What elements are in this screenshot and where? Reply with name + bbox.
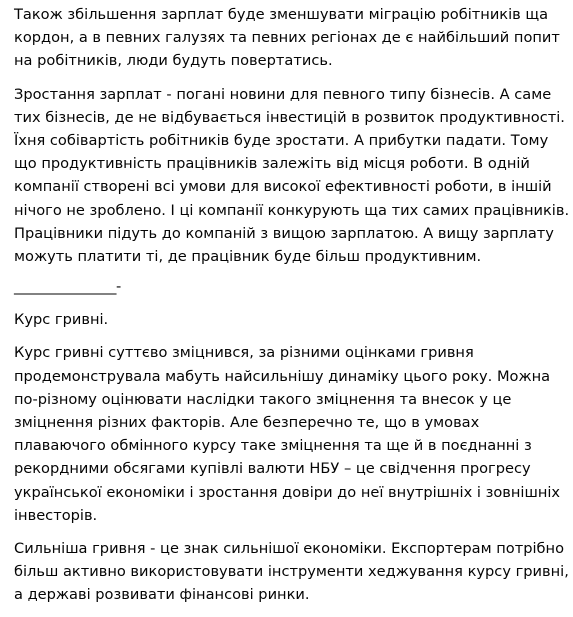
post-body <box>14 3 570 617</box>
paragraph-wage-growth: Зростання зарплат - погані новини для певного типу бізнесів. А саме тих бізнесів, де не відбувається інвестицій в розвиток продуктивності. Їхня собівартість робітників буде зростати. А прибутки падати. Тому що продуктивність працівників залежіть від місця роботи. В одній компанії створені всі умови для високої ефективності роботи, в іншій нічого не зроблено. І ці компанії конкурують ща тих самих працівників. Працівники підуть до компаній з вищою зарплатою. А вищу зарплату можуть платити ті, де працівник буде більш продуктивним. <box>14 85 570 266</box>
section-heading-hryvnia-rate: Курс гривні. <box>14 311 109 329</box>
separator-line: _______________- <box>14 278 121 296</box>
paragraph-stronger-economy: Сильніша гривня - це знак сильнішої економіки. Експортерам потрібно більш активно використовувати інструменти хеджування курсу гривні, а державі розвивати фінансові ринки. <box>14 540 569 604</box>
paragraph-hryvnia-strengthening: Курс гривні суттєво зміцнився, за різними оцінками гривня продемонструвала мабуть найсильнішу динаміку цього року. Можна по-різному оцінювати наслідки такого зміцнення та внесок у це зміцнення різних факторів. Але безперечно те, що в умовах плаваючого обмінного курсу таке зміцнення та ще й в поєднанні з рекордними обсягами купівлі валюти НБУ – це свідчення прогресу української економіки і зростання довіри до неї внутрішніх і зовнішніх інвесторів. <box>14 344 561 524</box>
paragraph-migration: Також збільшення зарплат буде зменшувати міграцію робітників ща кордон, а в певних галузях та певних регіонах де є найбільший попит на робітників, люди будуть повертатись. <box>14 6 560 70</box>
